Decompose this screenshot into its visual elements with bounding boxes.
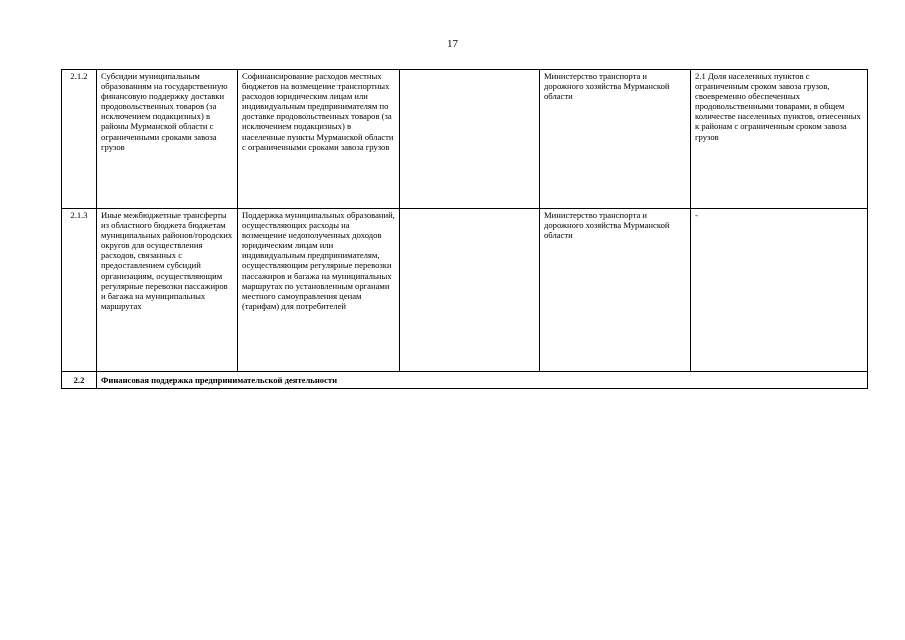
row-number: 2.1.3: [62, 209, 97, 372]
measure-name: Субсидии муниципальным образованиям на государственную финансовую поддержку доставки продовольственных товаров (за исключением подакцизных) в районы Мурманской области с ограниченными сроками завоза грузов: [97, 70, 238, 209]
measure-description: Софинансирование расходов местных бюджетов на возмещение транспортных расходов юридическим лицам или индивидуальным предпринимателям по доставке продовольственных товаров (за исключением подакцизных) в населенные пункты Мурманской области с ограниченными сроками завоза грузов: [238, 70, 400, 209]
page-number: 17: [447, 38, 458, 50]
indicator: 2.1 Доля населенных пунктов с ограниченным сроком завоза грузов, своевременно обеспеченных продовольственными товарами, в общем количестве населенных пунктов, отнесенных к районам с ограниченным сроком завоза грузов: [691, 70, 868, 209]
row-number: 2.1.2: [62, 70, 97, 209]
section-row: [62, 372, 868, 389]
measure-description: Поддержка муниципальных образований, осуществляющих расходы на возмещение недополученных доходов юридическим лицам или индивидуальным предпринимателям, осуществляющим регулярные перевозки пассажиров и багажа на муниципальных маршрутах по установленным органами местного самоуправления ценам (тарифам) для потребителей: [238, 209, 400, 372]
indicator: -: [691, 209, 868, 372]
section-title: Финансовая поддержка предпринимательской деятельности: [97, 372, 868, 389]
executor: Министерство транспорта и дорожного хозяйства Мурманской области: [540, 70, 691, 209]
table-row: [62, 209, 868, 372]
empty-cell: [400, 70, 540, 209]
measures-table: [61, 69, 868, 389]
section-number: 2.2: [62, 372, 97, 389]
executor: Министерство транспорта и дорожного хозяйства Мурманской области: [540, 209, 691, 372]
empty-cell: [400, 209, 540, 372]
measure-name: Иные межбюджетные трансферты из областного бюджета бюджетам муниципальных районов/городских округов для осуществления расходов, связанных с предоставлением субсидий организациям, осуществляющим регулярные перевозки пассажиров и багажа на муниципальных маршрутах: [97, 209, 238, 372]
table-row: [62, 70, 868, 209]
